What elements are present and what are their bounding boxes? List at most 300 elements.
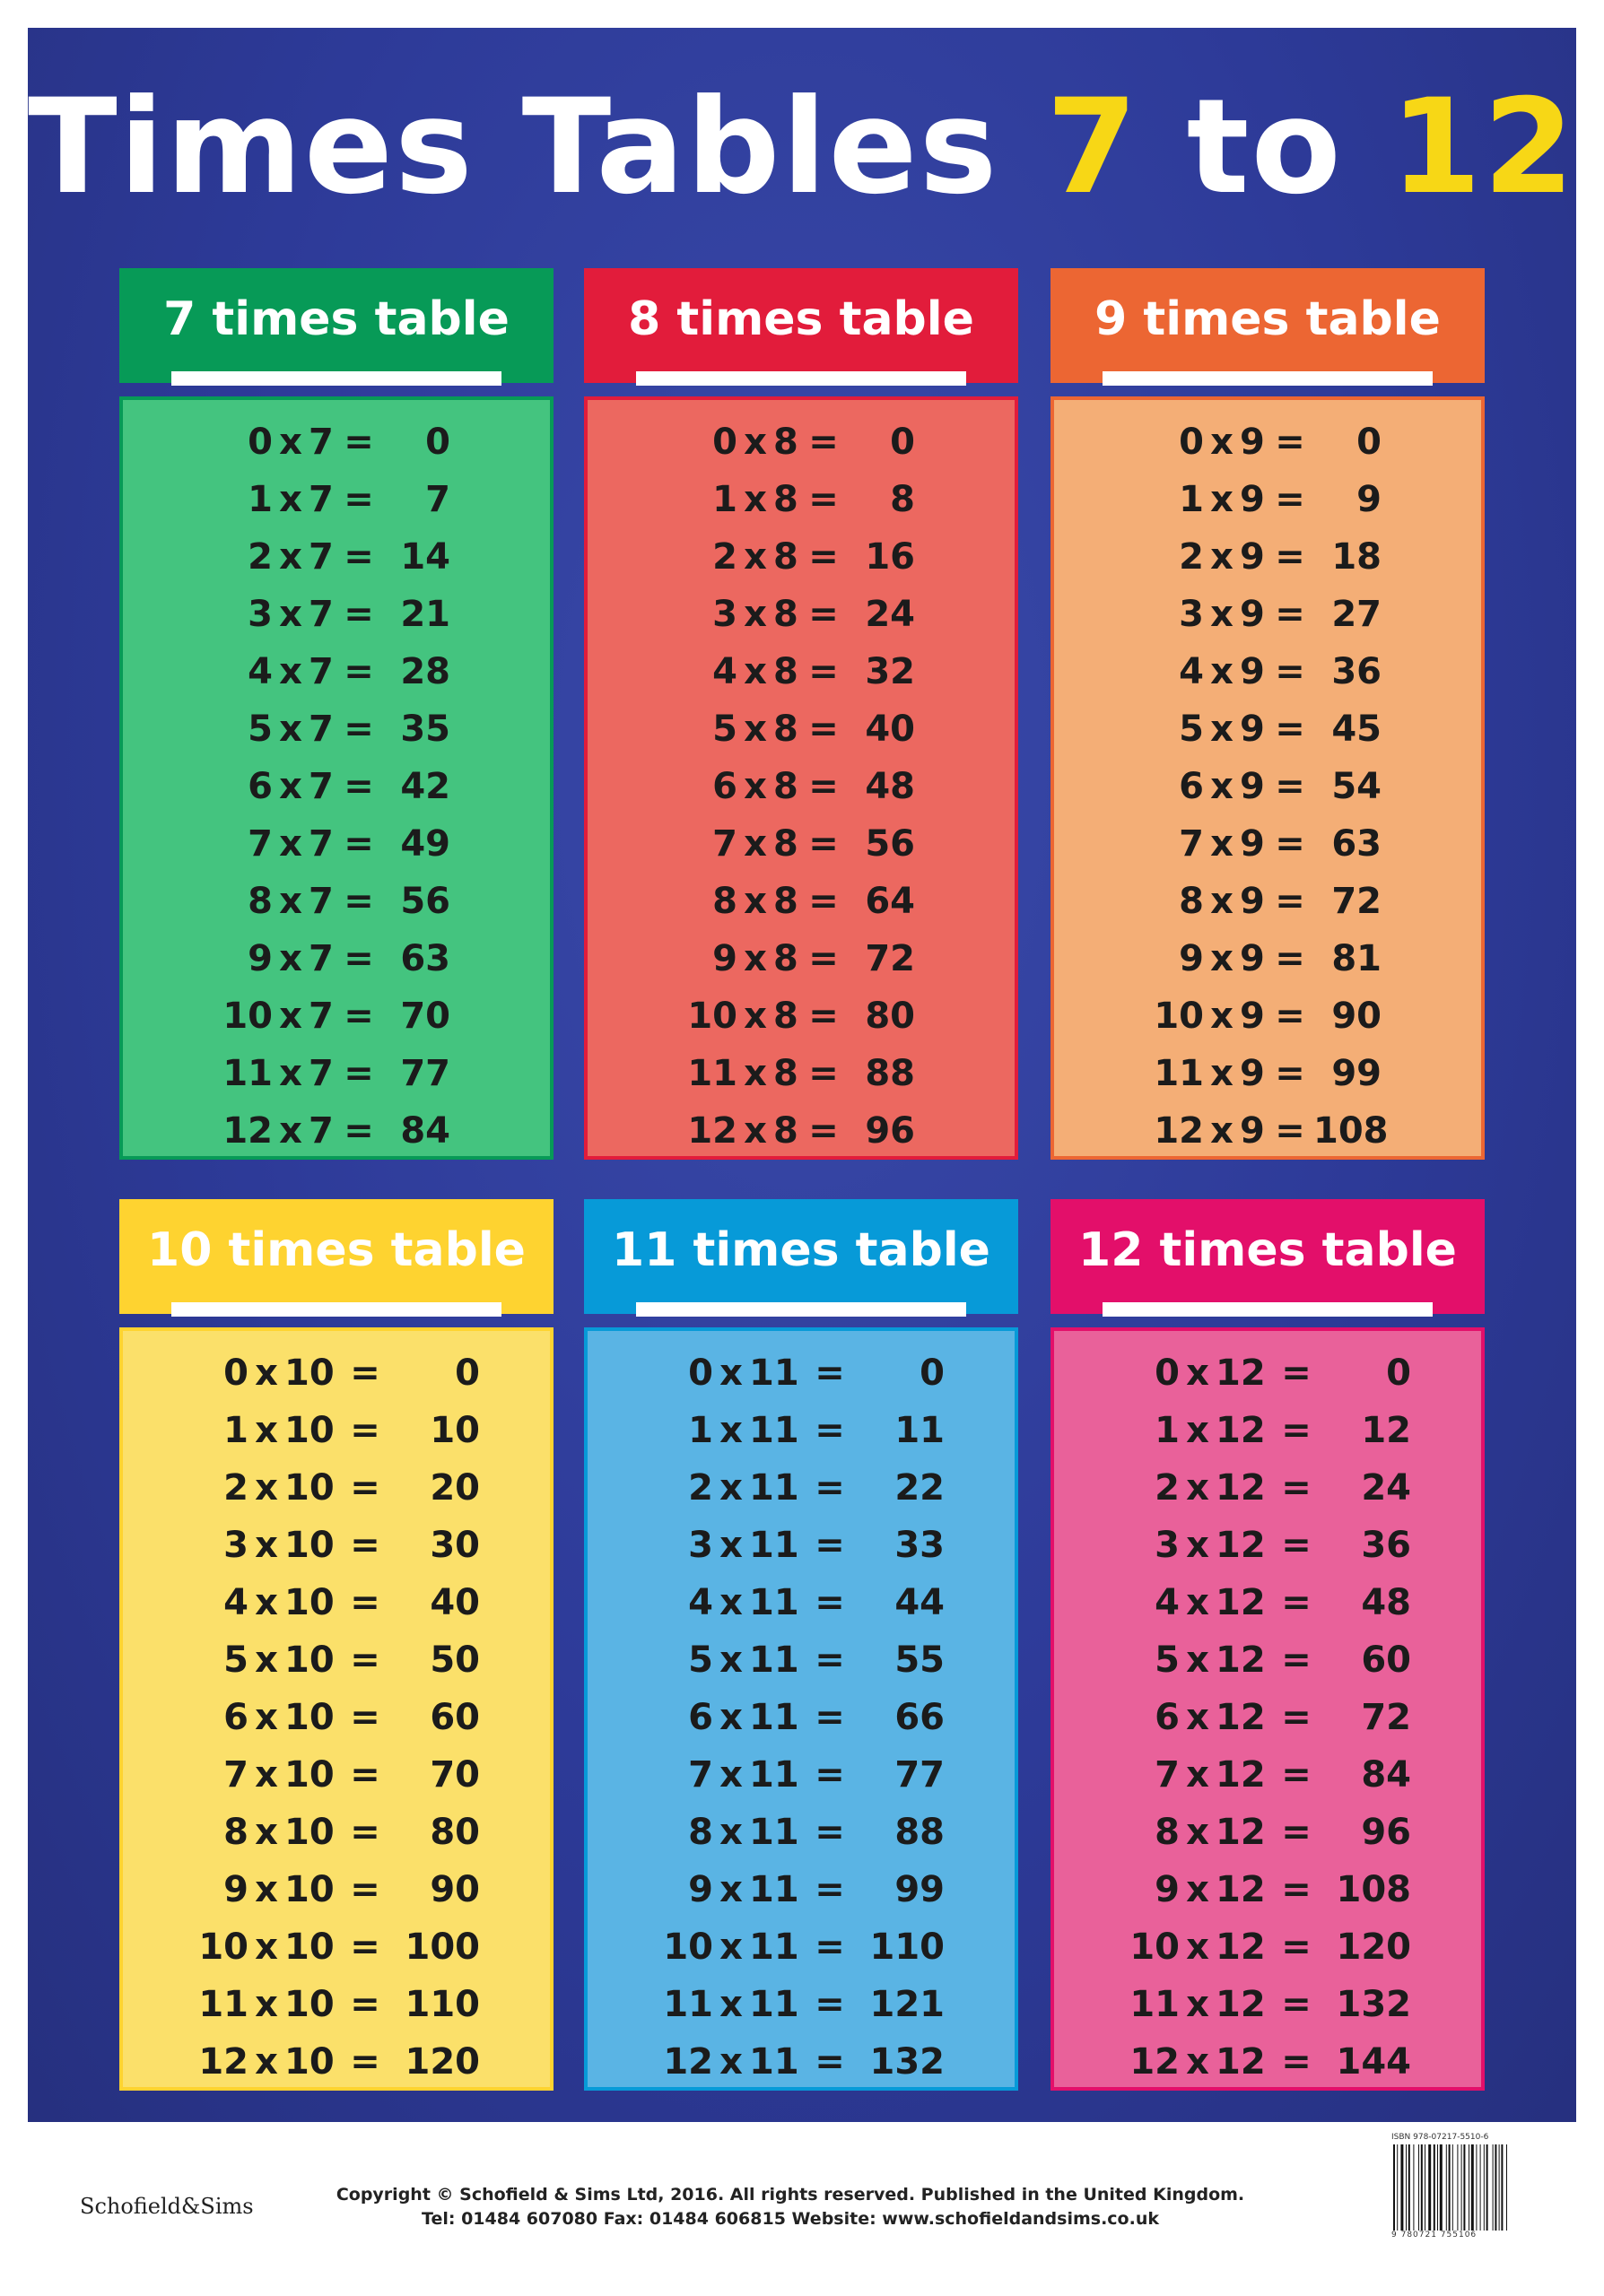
multiplicand: 11 bbox=[749, 1984, 799, 2025]
multiplier: 1 bbox=[223, 1410, 248, 1451]
multiplicand: 9 bbox=[1240, 823, 1265, 865]
times-sign: x bbox=[719, 1926, 743, 1968]
multiplicand: 8 bbox=[773, 938, 798, 979]
multiplier: 1 bbox=[712, 479, 737, 520]
equals-sign: = bbox=[808, 651, 839, 692]
table-row bbox=[588, 1102, 1015, 1160]
product: 96 bbox=[865, 1110, 915, 1152]
product: 44 bbox=[894, 1582, 945, 1623]
times-sign: x bbox=[279, 1110, 302, 1152]
multiplicand: 7 bbox=[309, 651, 334, 692]
table-header: 9 times table bbox=[1050, 268, 1485, 383]
product: 40 bbox=[430, 1582, 480, 1623]
multiplicand: 12 bbox=[1216, 1639, 1266, 1681]
product: 99 bbox=[894, 1869, 945, 1910]
times-sign: x bbox=[744, 479, 767, 520]
times-sign: x bbox=[744, 536, 767, 578]
times-sign: x bbox=[1210, 766, 1234, 807]
multiplier: 10 bbox=[1154, 996, 1204, 1037]
equals-sign: = bbox=[815, 1525, 845, 1566]
equals-sign: = bbox=[808, 996, 839, 1037]
multiplicand: 10 bbox=[284, 1869, 335, 1910]
table-row bbox=[123, 873, 550, 930]
multiplicand: 7 bbox=[309, 479, 334, 520]
multiplicand: 12 bbox=[1216, 1812, 1266, 1853]
product: 100 bbox=[405, 1926, 480, 1968]
equals-sign: = bbox=[1275, 881, 1305, 922]
multiplicand: 7 bbox=[309, 422, 334, 463]
multiplicand: 8 bbox=[773, 536, 798, 578]
product: 30 bbox=[430, 1525, 480, 1566]
equals-sign: = bbox=[1275, 938, 1305, 979]
times-sign: x bbox=[1186, 1639, 1209, 1681]
table-row bbox=[1054, 1574, 1481, 1631]
equals-sign: = bbox=[344, 422, 374, 463]
product: 0 bbox=[425, 422, 450, 463]
multiplicand: 7 bbox=[309, 881, 334, 922]
multiplier: 6 bbox=[223, 1697, 248, 1738]
times-sign: x bbox=[255, 1467, 278, 1509]
table-row bbox=[588, 1746, 1015, 1804]
multiplicand: 10 bbox=[284, 1582, 335, 1623]
table-row bbox=[123, 1344, 550, 1402]
multiplier: 7 bbox=[712, 823, 737, 865]
table-body bbox=[1050, 1327, 1485, 2091]
times-sign: x bbox=[1186, 1410, 1209, 1451]
times-sign: x bbox=[279, 881, 302, 922]
product: 48 bbox=[865, 766, 915, 807]
times-sign: x bbox=[719, 1984, 743, 2025]
times-sign: x bbox=[744, 996, 767, 1037]
times-sign: x bbox=[1186, 2041, 1209, 2083]
multiplier: 2 bbox=[1179, 536, 1204, 578]
equals-sign: = bbox=[808, 823, 839, 865]
equals-sign: = bbox=[815, 1754, 845, 1796]
equals-sign: = bbox=[815, 1812, 845, 1853]
table-row bbox=[1054, 1804, 1481, 1861]
header-tab-strip bbox=[636, 1302, 966, 1317]
table-row bbox=[588, 643, 1015, 700]
header-tab-strip bbox=[636, 371, 966, 386]
table-row bbox=[1054, 873, 1481, 930]
product: 120 bbox=[405, 2041, 480, 2083]
product: 56 bbox=[865, 823, 915, 865]
multiplier: 8 bbox=[248, 881, 273, 922]
times-sign: x bbox=[1186, 1754, 1209, 1796]
equals-sign: = bbox=[808, 881, 839, 922]
times-sign: x bbox=[1186, 1926, 1209, 1968]
table-row bbox=[123, 1746, 550, 1804]
multiplier: 3 bbox=[712, 594, 737, 635]
multiplier: 1 bbox=[1155, 1410, 1180, 1451]
multiplier: 0 bbox=[1155, 1352, 1180, 1394]
multiplier: 6 bbox=[688, 1697, 713, 1738]
table-row bbox=[1054, 930, 1481, 987]
product: 50 bbox=[430, 1639, 480, 1681]
multiplier: 11 bbox=[1154, 1053, 1204, 1094]
table-row bbox=[123, 1689, 550, 1746]
product: 55 bbox=[894, 1639, 945, 1681]
equals-sign: = bbox=[815, 1582, 845, 1623]
product: 0 bbox=[455, 1352, 480, 1394]
times-sign: x bbox=[255, 1984, 278, 2025]
times-sign: x bbox=[255, 1525, 278, 1566]
table-row bbox=[123, 1574, 550, 1631]
equals-sign: = bbox=[344, 709, 374, 750]
multiplier: 9 bbox=[712, 938, 737, 979]
times-sign: x bbox=[255, 1352, 278, 1394]
multiplicand: 7 bbox=[309, 594, 334, 635]
multiplier: 12 bbox=[1154, 1110, 1204, 1152]
equals-sign: = bbox=[808, 479, 839, 520]
product: 70 bbox=[400, 996, 450, 1037]
equals-sign: = bbox=[344, 766, 374, 807]
poster bbox=[28, 28, 1576, 2122]
equals-sign: = bbox=[815, 1467, 845, 1509]
product: 27 bbox=[1331, 594, 1382, 635]
multiplicand: 9 bbox=[1240, 881, 1265, 922]
times-sign: x bbox=[1210, 709, 1234, 750]
table-row bbox=[1054, 586, 1481, 643]
times-sign: x bbox=[255, 1410, 278, 1451]
table-body bbox=[119, 396, 554, 1160]
footer bbox=[28, 2122, 1576, 2283]
multiplier: 10 bbox=[687, 996, 737, 1037]
multiplier: 10 bbox=[663, 1926, 713, 1968]
product: 16 bbox=[865, 536, 915, 578]
table-row bbox=[123, 586, 550, 643]
equals-sign: = bbox=[350, 1467, 380, 1509]
product: 42 bbox=[400, 766, 450, 807]
table-row bbox=[588, 1804, 1015, 1861]
product: 10 bbox=[430, 1410, 480, 1451]
table-row bbox=[588, 1574, 1015, 1631]
multiplicand: 8 bbox=[773, 1053, 798, 1094]
multiplier: 5 bbox=[223, 1639, 248, 1681]
equals-sign: = bbox=[1281, 1754, 1312, 1796]
equals-sign: = bbox=[350, 1639, 380, 1681]
equals-sign: = bbox=[350, 1525, 380, 1566]
multiplier: 9 bbox=[1155, 1869, 1180, 1910]
poster-title bbox=[28, 71, 1576, 223]
multiplicand: 8 bbox=[773, 1110, 798, 1152]
table-row bbox=[123, 1045, 550, 1102]
times-sign: x bbox=[255, 1812, 278, 1853]
table-row bbox=[588, 1459, 1015, 1517]
multiplicand: 9 bbox=[1240, 422, 1265, 463]
product: 120 bbox=[1336, 1926, 1411, 1968]
equals-sign: = bbox=[1275, 823, 1305, 865]
multiplier: 4 bbox=[688, 1582, 713, 1623]
multiplier: 4 bbox=[1179, 651, 1204, 692]
times-sign: x bbox=[1210, 479, 1234, 520]
multiplicand: 9 bbox=[1240, 766, 1265, 807]
multiplicand: 7 bbox=[309, 1053, 334, 1094]
multiplicand: 11 bbox=[749, 1352, 799, 1394]
equals-sign: = bbox=[1275, 594, 1305, 635]
product: 40 bbox=[865, 709, 915, 750]
multiplier: 7 bbox=[1179, 823, 1204, 865]
multiplier: 0 bbox=[688, 1352, 713, 1394]
title-accent-start: 7 bbox=[1046, 71, 1139, 223]
multiplier: 11 bbox=[222, 1053, 273, 1094]
times-sign: x bbox=[719, 1812, 743, 1853]
times-sign: x bbox=[1210, 422, 1234, 463]
barcode-icon bbox=[1391, 2144, 1562, 2231]
multiplier: 8 bbox=[1179, 881, 1204, 922]
multiplicand: 11 bbox=[749, 1697, 799, 1738]
equals-sign: = bbox=[350, 1812, 380, 1853]
times-sign: x bbox=[279, 422, 302, 463]
equals-sign: = bbox=[1275, 1053, 1305, 1094]
multiplicand: 11 bbox=[749, 1926, 799, 1968]
multiplier: 1 bbox=[248, 479, 273, 520]
product: 90 bbox=[430, 1869, 480, 1910]
multiplier: 5 bbox=[1155, 1639, 1180, 1681]
table-row bbox=[1054, 1102, 1481, 1160]
multiplier: 12 bbox=[1129, 2041, 1180, 2083]
publisher-logo: Schofield&Sims bbox=[80, 2194, 254, 2219]
product: 84 bbox=[1361, 1754, 1411, 1796]
isbn-label: ISBN 978-07217-5510-6 bbox=[1391, 2133, 1489, 2142]
product: 63 bbox=[400, 938, 450, 979]
multiplier: 0 bbox=[1179, 422, 1204, 463]
equals-sign: = bbox=[344, 479, 374, 520]
times-sign: x bbox=[719, 1582, 743, 1623]
product: 54 bbox=[1331, 766, 1382, 807]
product: 108 bbox=[1336, 1869, 1411, 1910]
multiplicand: 10 bbox=[284, 1754, 335, 1796]
multiplier: 12 bbox=[198, 2041, 248, 2083]
equals-sign: = bbox=[344, 1053, 374, 1094]
table-row bbox=[588, 1631, 1015, 1689]
times-sign: x bbox=[719, 1410, 743, 1451]
equals-sign: = bbox=[350, 1697, 380, 1738]
multiplicand: 12 bbox=[1216, 1525, 1266, 1566]
multiplicand: 12 bbox=[1216, 1754, 1266, 1796]
times-sign: x bbox=[255, 1754, 278, 1796]
times-sign: x bbox=[744, 422, 767, 463]
title-middle: to bbox=[1138, 71, 1390, 223]
table-header: 10 times table bbox=[119, 1199, 554, 1314]
product: 132 bbox=[869, 2041, 945, 2083]
product: 45 bbox=[1331, 709, 1382, 750]
equals-sign: = bbox=[344, 881, 374, 922]
multiplier: 6 bbox=[248, 766, 273, 807]
table-row bbox=[1054, 700, 1481, 758]
multiplicand: 10 bbox=[284, 1926, 335, 1968]
table-row bbox=[1054, 1344, 1481, 1402]
table-row bbox=[123, 987, 550, 1045]
times-sign: x bbox=[1210, 651, 1234, 692]
table-row bbox=[1054, 471, 1481, 528]
table-row bbox=[588, 873, 1015, 930]
times-sign: x bbox=[1186, 1467, 1209, 1509]
equals-sign: = bbox=[815, 1410, 845, 1451]
product: 18 bbox=[1331, 536, 1382, 578]
product: 108 bbox=[1313, 1110, 1389, 1152]
multiplier: 8 bbox=[223, 1812, 248, 1853]
multiplicand: 12 bbox=[1216, 1926, 1266, 1968]
times-sign: x bbox=[744, 1053, 767, 1094]
equals-sign: = bbox=[1275, 766, 1305, 807]
table-row bbox=[1054, 528, 1481, 586]
multiplicand: 9 bbox=[1240, 536, 1265, 578]
product: 24 bbox=[1361, 1467, 1411, 1509]
equals-sign: = bbox=[1281, 1869, 1312, 1910]
times-sign: x bbox=[719, 2041, 743, 2083]
multiplicand: 9 bbox=[1240, 996, 1265, 1037]
product: 88 bbox=[894, 1812, 945, 1853]
table-body bbox=[119, 1327, 554, 2091]
equals-sign: = bbox=[1281, 1697, 1312, 1738]
equals-sign: = bbox=[1281, 1582, 1312, 1623]
multiplier: 5 bbox=[248, 709, 273, 750]
equals-sign: = bbox=[344, 996, 374, 1037]
multiplicand: 10 bbox=[284, 1639, 335, 1681]
times-sign: x bbox=[719, 1352, 743, 1394]
table-row bbox=[588, 987, 1015, 1045]
times-sign: x bbox=[279, 1053, 302, 1094]
product: 77 bbox=[894, 1754, 945, 1796]
header-tab-strip bbox=[171, 371, 501, 386]
table-row bbox=[123, 758, 550, 815]
table-row bbox=[123, 1459, 550, 1517]
product: 132 bbox=[1336, 1984, 1411, 2025]
multiplier: 2 bbox=[223, 1467, 248, 1509]
multiplicand: 10 bbox=[284, 1352, 335, 1394]
times-sign: x bbox=[1186, 1984, 1209, 2025]
times-sign: x bbox=[719, 1869, 743, 1910]
multiplier: 0 bbox=[223, 1352, 248, 1394]
product: 72 bbox=[865, 938, 915, 979]
product: 36 bbox=[1361, 1525, 1411, 1566]
times-sign: x bbox=[744, 709, 767, 750]
multiplicand: 11 bbox=[749, 1639, 799, 1681]
table-row bbox=[123, 1976, 550, 2033]
multiplicand: 11 bbox=[749, 1525, 799, 1566]
table-row bbox=[1054, 1918, 1481, 1976]
table-row bbox=[1054, 1861, 1481, 1918]
multiplier: 6 bbox=[1179, 766, 1204, 807]
times-sign: x bbox=[279, 536, 302, 578]
table-header: 11 times table bbox=[584, 1199, 1018, 1314]
product: 70 bbox=[430, 1754, 480, 1796]
multiplier: 3 bbox=[223, 1525, 248, 1566]
table-row bbox=[123, 700, 550, 758]
times-sign: x bbox=[279, 766, 302, 807]
equals-sign: = bbox=[344, 1110, 374, 1152]
table-body bbox=[584, 1327, 1018, 2091]
times-sign: x bbox=[279, 594, 302, 635]
multiplicand: 11 bbox=[749, 1410, 799, 1451]
table-row bbox=[588, 528, 1015, 586]
barcode-block bbox=[1391, 2133, 1562, 2239]
product: 72 bbox=[1361, 1697, 1411, 1738]
multiplicand: 7 bbox=[309, 823, 334, 865]
table-row bbox=[123, 413, 550, 471]
table-row bbox=[123, 815, 550, 873]
multiplier: 11 bbox=[663, 1984, 713, 2025]
multiplicand: 8 bbox=[773, 594, 798, 635]
product: 80 bbox=[865, 996, 915, 1037]
table-row bbox=[588, 930, 1015, 987]
table-row bbox=[123, 1631, 550, 1689]
product: 33 bbox=[894, 1525, 945, 1566]
multiplicand: 12 bbox=[1216, 1582, 1266, 1623]
multiplicand: 11 bbox=[749, 1582, 799, 1623]
multiplier: 4 bbox=[1155, 1582, 1180, 1623]
times-sign: x bbox=[744, 651, 767, 692]
table-row bbox=[123, 643, 550, 700]
multiplicand: 9 bbox=[1240, 709, 1265, 750]
multiplier: 9 bbox=[688, 1869, 713, 1910]
times-sign: x bbox=[255, 1926, 278, 1968]
equals-sign: = bbox=[350, 1410, 380, 1451]
multiplier: 5 bbox=[712, 709, 737, 750]
table-row bbox=[123, 1517, 550, 1574]
multiplier: 1 bbox=[1179, 479, 1204, 520]
equals-sign: = bbox=[1275, 651, 1305, 692]
equals-sign: = bbox=[808, 536, 839, 578]
product: 48 bbox=[1361, 1582, 1411, 1623]
product: 7 bbox=[425, 479, 450, 520]
product: 0 bbox=[920, 1352, 945, 1394]
product: 35 bbox=[400, 709, 450, 750]
table-row bbox=[123, 1804, 550, 1861]
equals-sign: = bbox=[344, 651, 374, 692]
table-row bbox=[1054, 2033, 1481, 2091]
equals-sign: = bbox=[350, 1754, 380, 1796]
table-body bbox=[1050, 396, 1485, 1160]
times-sign: x bbox=[255, 1697, 278, 1738]
equals-sign: = bbox=[344, 594, 374, 635]
equals-sign: = bbox=[1281, 1984, 1312, 2025]
table-row bbox=[588, 1861, 1015, 1918]
table-row bbox=[1054, 413, 1481, 471]
product: 0 bbox=[890, 422, 915, 463]
table-row bbox=[588, 471, 1015, 528]
multiplicand: 7 bbox=[309, 536, 334, 578]
product: 110 bbox=[869, 1926, 945, 1968]
multiplier: 2 bbox=[248, 536, 273, 578]
multiplier: 9 bbox=[248, 938, 273, 979]
product: 60 bbox=[430, 1697, 480, 1738]
product: 9 bbox=[1356, 479, 1382, 520]
times-sign: x bbox=[719, 1697, 743, 1738]
multiplier: 11 bbox=[198, 1984, 248, 2025]
times-sign: x bbox=[1186, 1582, 1209, 1623]
multiplicand: 10 bbox=[284, 2041, 335, 2083]
multiplier: 2 bbox=[688, 1467, 713, 1509]
product: 110 bbox=[405, 1984, 480, 2025]
multiplier: 8 bbox=[712, 881, 737, 922]
product: 80 bbox=[430, 1812, 480, 1853]
table-row bbox=[1054, 643, 1481, 700]
product: 64 bbox=[865, 881, 915, 922]
table-row bbox=[588, 1976, 1015, 2033]
equals-sign: = bbox=[815, 1697, 845, 1738]
times-sign: x bbox=[1210, 996, 1234, 1037]
equals-sign: = bbox=[808, 1110, 839, 1152]
header-tab-strip bbox=[1103, 371, 1433, 386]
product: 49 bbox=[400, 823, 450, 865]
multiplier: 4 bbox=[248, 651, 273, 692]
multiplicand: 12 bbox=[1216, 2041, 1266, 2083]
equals-sign: = bbox=[1281, 1926, 1312, 1968]
multiplicand: 12 bbox=[1216, 1467, 1266, 1509]
equals-sign: = bbox=[815, 1639, 845, 1681]
